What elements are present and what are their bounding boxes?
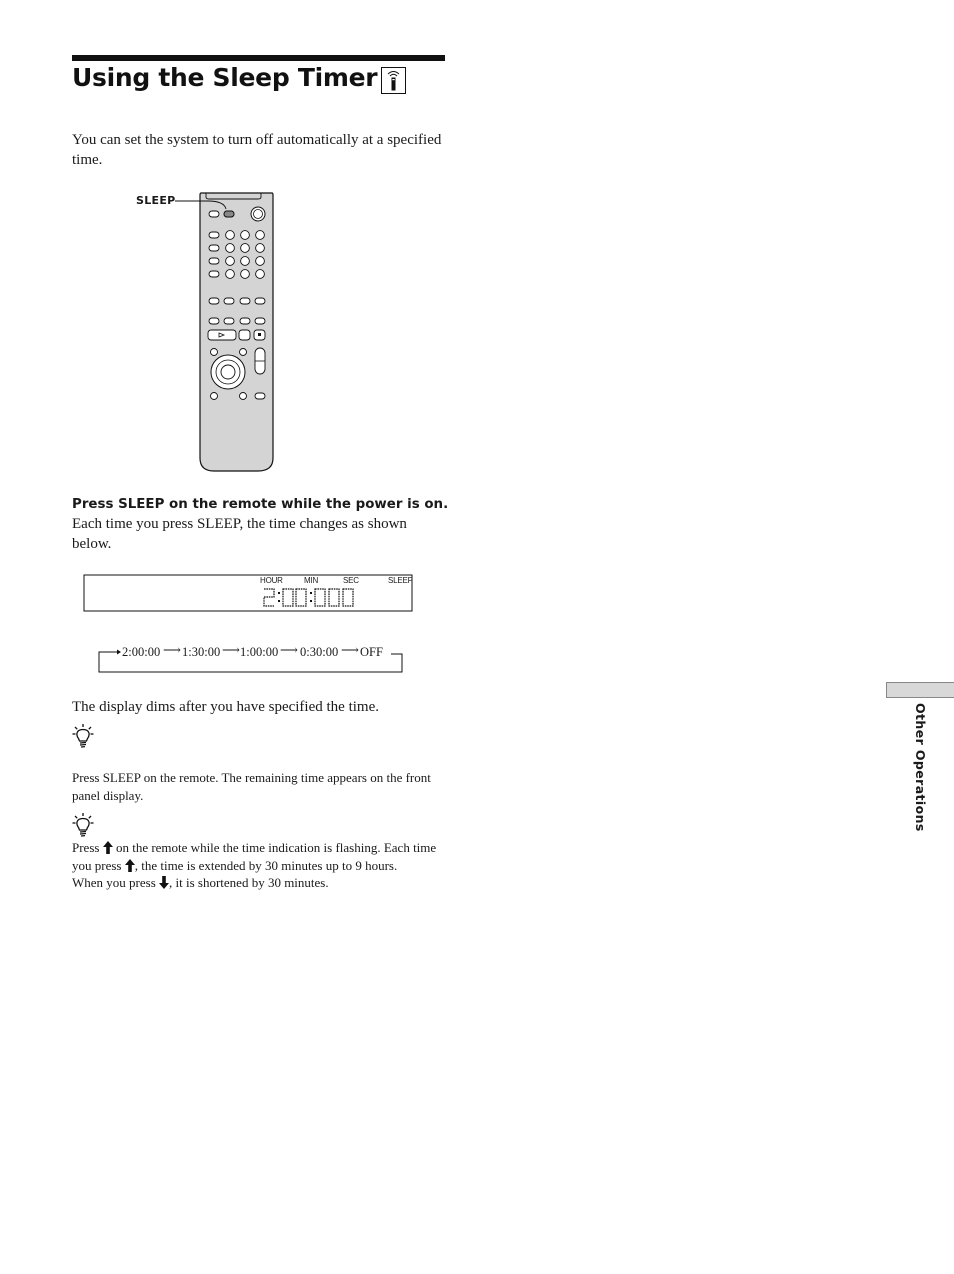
dims-note: The display dims after you have specified the time. [72,699,379,715]
tip2-text-part4: When you press [72,875,156,890]
display-frame [83,574,413,612]
section-side-label: Other Operations [913,703,928,832]
sequence-item: 0:30:00 [300,645,339,659]
up-arrow-icon [125,859,135,872]
title-rule [72,55,445,61]
sequence-arrow: ⟶ [222,643,240,657]
tip2-text-part2: on the remote while the time indication is flashing. Each time you press [72,840,437,873]
tip-extend-time [72,839,444,892]
sequence-arrow: ⟶ [341,643,359,657]
remote-control-illustration [130,188,290,478]
sequence-item: 1:30:00 [182,645,221,659]
sleep-indicator-label: SLEEP [388,576,413,585]
sequence-arrow: ⟶ [163,643,181,657]
tip-remaining-time: Press SLEEP on the remote. The remaining time appears on the front panel display. [72,770,431,803]
remote-icon [381,67,406,94]
min-label: MIN [304,576,319,585]
sleep-callout-label: SLEEP [136,194,176,207]
sequence-arrow: ⟶ [280,643,298,657]
intro-text: You can set the system to turn off automatically at a specified time. [72,132,442,168]
section-tab [886,682,954,698]
hour-label: HOUR [260,576,283,585]
step-instruction: Press SLEEP on the remote while the power is on. [72,497,449,512]
sec-label: SEC [343,576,359,585]
down-arrow-icon [159,876,169,889]
sequence-item: OFF [360,645,383,659]
tip2-text-part1: Press [72,840,100,855]
tip2-text-part3: , the time is extended by 30 minutes up to 9 hours. [134,857,398,873]
sequence-item: 1:00:00 [240,645,279,659]
step-description: Each time you press SLEEP, the time changes as shown below. [72,516,407,552]
up-arrow-icon [103,841,113,854]
tip2-text-part5: , it is shortened by 30 minutes. [169,875,329,890]
sleep-time-sequence [97,640,407,674]
tip-lightbulb-icon [72,812,94,838]
sequence-item: 2:00:00 [122,645,161,659]
front-panel-display [83,574,413,612]
tip-lightbulb-icon [72,723,94,749]
page-title: Using the Sleep Timer [72,63,378,92]
